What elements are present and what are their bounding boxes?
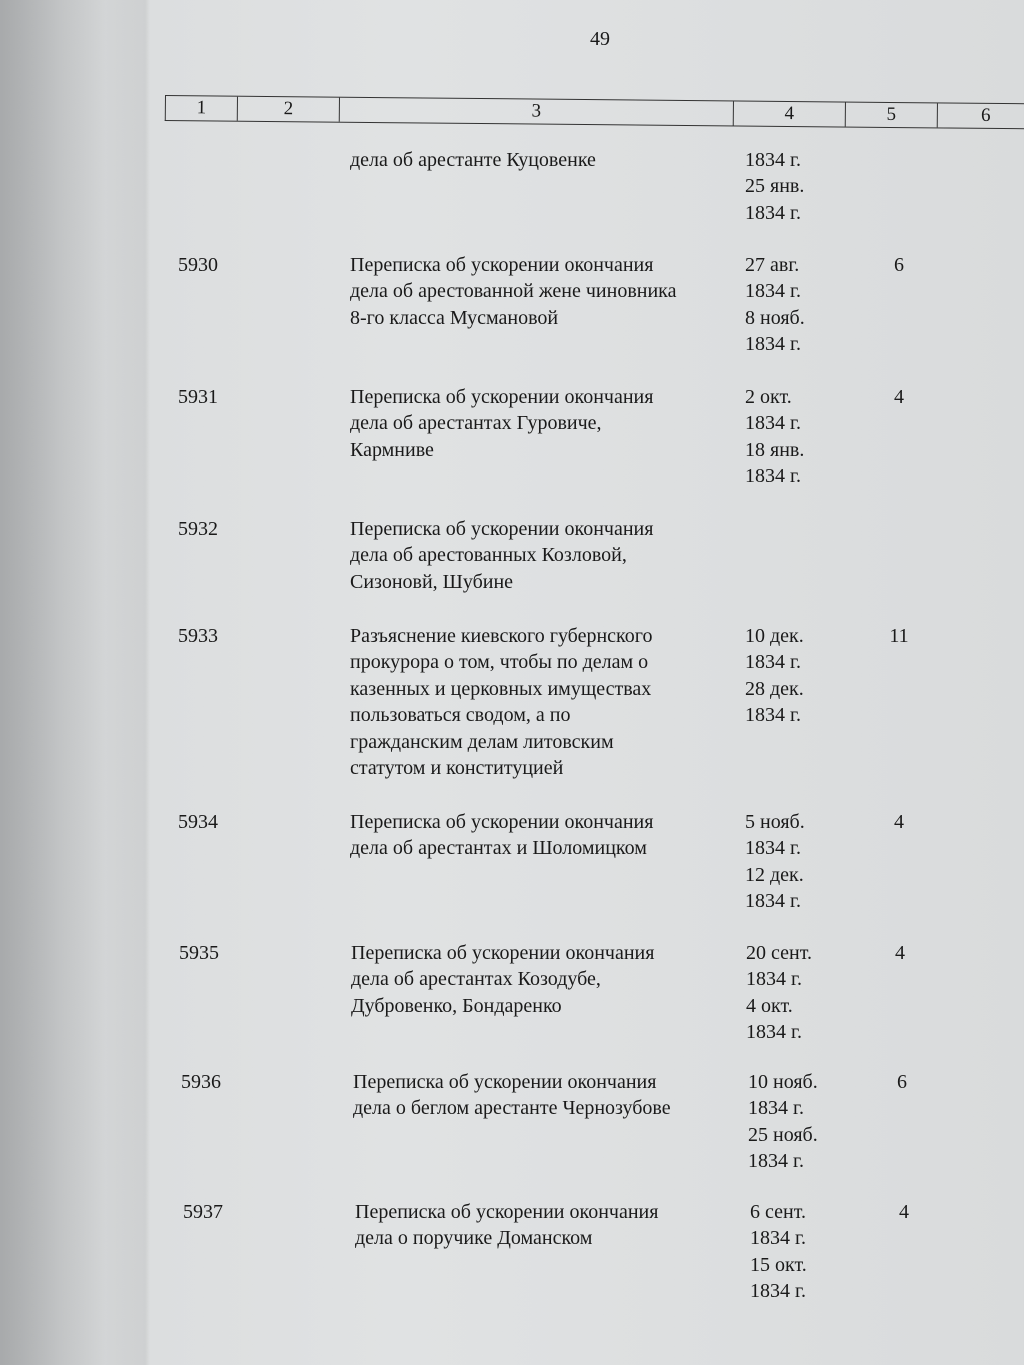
sheet-count: 11 [889, 625, 909, 647]
record-dates [745, 252, 845, 358]
date-line: 2 окт. [745, 386, 792, 408]
header-col-6: 6 [938, 103, 1024, 128]
description-line: дела об арестованной жене чиновника [350, 280, 677, 303]
date-line: 1834 г. [750, 1227, 806, 1250]
description-line: прокурора о том, чтобы по делам о [350, 651, 649, 674]
record-number: 5933 [178, 625, 218, 647]
date-line: 1834 г. [745, 280, 801, 303]
sheet-count: 4 [894, 811, 904, 833]
description-line: Кармниве [350, 438, 434, 461]
date-line: 1834 г. [745, 651, 801, 674]
date-line: 5 нояб. [745, 811, 805, 833]
sheet-count: 4 [894, 386, 904, 408]
date-line: 10 нояб. [748, 1071, 818, 1093]
description-line: Переписка об ускорении окончания [350, 386, 654, 408]
sheet-count: 6 [894, 254, 904, 276]
record-dates [745, 809, 845, 915]
date-line: 1834 г. [746, 1021, 802, 1044]
description-line: Переписка об ускорении окончания [355, 1201, 659, 1223]
date-line: 1834 г. [748, 1150, 804, 1173]
record-number: 5934 [178, 811, 218, 833]
record-dates [745, 623, 845, 729]
description-line: Разъяснение киевского губернского [350, 625, 653, 647]
date-line: 12 дек. [745, 863, 804, 886]
description-line: Дубровенко, Бондаренко [351, 994, 562, 1017]
date-line: 1834 г. [745, 465, 801, 488]
description-line: гражданским делам литовским [350, 730, 614, 753]
record-dates [746, 940, 846, 1046]
sheet-count: 4 [899, 1201, 909, 1223]
record-description [350, 147, 740, 173]
date-line: 27 авг. [745, 254, 800, 276]
table-header [165, 95, 1024, 129]
record-description [353, 1069, 743, 1122]
header-col-5: 5 [846, 103, 938, 128]
date-line: 1834 г. [745, 412, 801, 435]
record-number: 5930 [178, 254, 218, 276]
date-line: 18 янв. [745, 438, 805, 461]
header-col-3: 3 [340, 98, 734, 126]
header-col-1: 1 [166, 96, 238, 121]
date-line: 1834 г. [746, 968, 802, 991]
record-number: 5936 [181, 1071, 221, 1093]
date-line: 6 сент. [750, 1201, 806, 1223]
record-description [351, 940, 741, 1019]
record-number: 5935 [179, 942, 219, 964]
record-dates [750, 1199, 850, 1305]
description-line: казенных и церковных имуществах [350, 677, 652, 700]
record-description [350, 623, 740, 781]
record-dates [745, 384, 845, 490]
description-line: Переписка об ускорении окончания [350, 254, 654, 276]
description-line: дела об арестованных Козловой, [350, 544, 627, 567]
record-description [350, 809, 740, 862]
record-dates [745, 147, 845, 226]
date-line: 1834 г. [750, 1280, 806, 1303]
description-line: дела о беглом арестанте Чернозубове [353, 1097, 671, 1120]
sheet-count: 4 [895, 942, 905, 964]
description-line: 8-го класса Мусмановой [350, 306, 559, 329]
header-col-4: 4 [734, 101, 846, 126]
record-description [350, 384, 740, 463]
description-line: дела о поручике Доманском [355, 1227, 593, 1250]
description-line: Переписка об ускорении окончания [353, 1071, 657, 1093]
date-line: 1834 г. [748, 1097, 804, 1120]
date-line: 28 дек. [745, 677, 804, 700]
description-line: дела об арестанте Куцовенке [350, 149, 596, 171]
record-number: 5931 [178, 386, 218, 408]
date-line: 20 сент. [746, 942, 812, 964]
date-line: 15 окт. [750, 1253, 807, 1276]
date-line: 25 янв. [745, 175, 805, 198]
description-line: дела об арестантах Козодубе, [351, 968, 601, 991]
header-col-2: 2 [238, 97, 340, 122]
record-description [355, 1199, 745, 1252]
date-line: 1834 г. [745, 333, 801, 356]
date-line: 8 нояб. [745, 306, 805, 329]
date-line: 1834 г. [745, 201, 801, 224]
date-line: 1834 г. [745, 890, 801, 913]
record-dates [748, 1069, 848, 1175]
date-line: 1834 г. [745, 837, 801, 860]
book-gutter-shadow [0, 0, 150, 1365]
date-line: 10 дек. [745, 625, 804, 647]
sheet-count: 6 [897, 1071, 907, 1093]
description-line: дела об арестантах и Шоломицком [350, 837, 647, 860]
description-line: статутом и конституцией [350, 757, 564, 780]
date-line: 25 нояб. [748, 1123, 818, 1146]
record-description [350, 516, 740, 595]
date-line: 1834 г. [745, 149, 801, 171]
description-line: дела об арестантах Гуровиче, [350, 412, 602, 435]
description-line: пользоваться сводом, а по [350, 704, 571, 727]
page-number: 49 [590, 28, 610, 50]
description-line: Переписка об ускорении окончания [350, 518, 654, 540]
record-number: 5932 [178, 518, 218, 540]
description-line: Переписка об ускорении окончания [350, 811, 654, 833]
record-number: 5937 [183, 1201, 223, 1223]
date-line: 4 окт. [746, 994, 793, 1017]
record-description [350, 252, 740, 331]
description-line: Переписка об ускорении окончания [351, 942, 655, 964]
date-line: 1834 г. [745, 704, 801, 727]
description-line: Сизоновй, Шубине [350, 570, 514, 593]
